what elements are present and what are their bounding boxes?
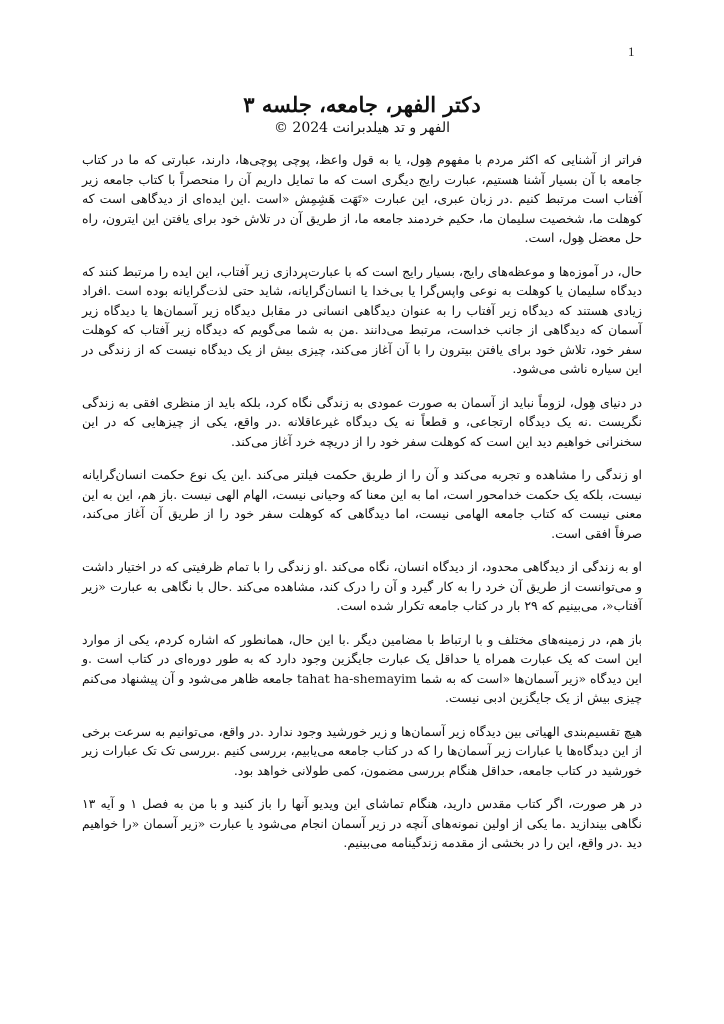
document-body — [82, 150, 642, 867]
paragraph-2: حال، در آموزه‌ها و موعظه‌های رایج، بسیار رایج است که با عبارت‌پردازی زیر آفتاب، این ایده را مرتبط کنند که دیدگاه سلیمان یا کوهلت به نوعی واپس‌گرا یا بی‌خدا یا انسان‌گرایانه، شاید حتی لذت‌گرایانه بوده است .افراد زیادی هستند که دیدگاه زیر آفتاب را به عنوان دیدگاهی انسانی در مقابل دیدگاه زیر آسمان‌ها یا دیدگاه زیر آسمان که دیدگاهی از جانب خداست، مرتبط می‌دانند .من به شما می‌گویم که دیدگاه زیر آفتاب که کوهلت سفر خود، تلاش خود برای یافتن بیترون را با آن آغاز می‌کند، چیزی بیش از یک دیدگاه نیست که از زندگی در این سیاره ناشی می‌شود. — [82, 263, 642, 376]
byline: الفهر و تد هیلدبرانت 2024 © — [273, 120, 451, 136]
paragraph-6: باز هم، در زمینه‌های مختلف و با ارتباط با مضامین دیگر .با این حال، همانطور که اشاره کردم، یکی از موارد این است که یک عبارت همراه یا حداقل یک عبارت جایگزین وجود دارد که به طور دوره‌ای در کتاب است .و این دیدگاه «زیر آسمان‌ها «است که به شما tahat ha-shemayim جامعه ظاهر می‌شود و آن پیشنهاد می‌کنم چیزی بیش از یک جایگزین ادبی نیست. — [82, 631, 642, 705]
paragraph-3: در دنیای هِول، لزوماً نباید از آسمان به صورت عمودی به زندگی نگاه کرد، بلکه باید از منظری افقی به زندگی نگریست .نه یک دیدگاه ارتجاعی، و قطعاً نه یک دیدگاه غیرعاقلانه .در واقع، یکی از چیزهایی که در این سخنرانی خواهیم دید این است که کوهلت سفر خود را از دریچه خرد آغاز می‌کند. — [82, 394, 642, 449]
document-title: دکتر الفهر، جامعه، جلسه ۳ — [243, 92, 481, 117]
paragraph-5: او به زندگی از دیدگاهی محدود، از دیدگاه انسان، نگاه می‌کند .او زندگی را با تمام ظرفیتی که در اختیار داشت و می‌توانست از طریق آن خرد را به کار گیرد و آن را درک کند، مشاهده می‌کند .حال با نگاهی به عبارت «زیر آفتاب«، می‌بینیم که ۲۹ بار در کتاب جامعه تکرار شده است. — [82, 559, 642, 613]
paragraph-1: فراتر از آشنایی که اکثر مردم با مفهوم هِول، یا به قول واعظ، پوچی پوچی‌ها، دارند، عبارتی که ما در کتاب جامعه با آن بسیار آشنا هستیم، عبارت رایج دیگری است که ما تمایل داریم آن را منحصراً با کتاب جامعه زیر آفتاب است مرتبط کنیم .در زبان عبری، این عبارت «تَهَت هَشِمِش «است .این ایده‌ای از دیدگاهی است که کوهلت ما، شخصیت سلیمان ما، حکیم خردمند جامعه ما، از طریق آن در تلاش خود برای یافتن این ایترون، راه حل معضل هِول، است. — [82, 152, 642, 245]
paragraph-7: هیچ تقسیم‌بندی الهیاتی بین دیدگاه زیر آسمان‌ها و زیر خورشید وجود ندارد .در واقع، می‌توانیم به سرعت برخی از این دیدگاه‌ها یا عبارات زیر آسمان‌ها را که در کتاب جامعه می‌یابیم، بررسی کنیم .بررسی تک تک عبارات زیر خورشید در کتاب جامعه، حداقل هنگام بررسی مضمون، کمی طولانی خواهد بود. — [82, 723, 642, 778]
paragraph-8: در هر صورت، اگر کتاب مقدس دارید، هنگام تماشای این ویدیو آنها را باز کنید و با من به فصل ۱ و آیه ۱۳ نگاهی بیندازید .ما یکی از اولین نمونه‌های آنچه در زیر آسمان انجام می‌شود یا عبارت «زیر آسمان «را خواهیم دید .در واقع، این را در بخشی از مقدمه زندگینامه می‌بینیم. — [82, 796, 642, 850]
page-number: 1 — [628, 44, 635, 59]
paragraph-4: او زندگی را مشاهده و تجربه می‌کند و آن را از طریق حکمت فیلتر می‌کند .این یک نوع حکمت انسان‌گرایانه نیست، بلکه یک حکمت خدامحور است، اما به این معنا که وحیانی نیست، الهام الهی نیست .باز هم، این به این معنی نیست که کتاب جامعه الهامی نیست، اما دیدگاهی که کوهلت سفر خود را از طریق آن آغاز می‌کند، صرفاً افقی است. — [82, 467, 642, 541]
